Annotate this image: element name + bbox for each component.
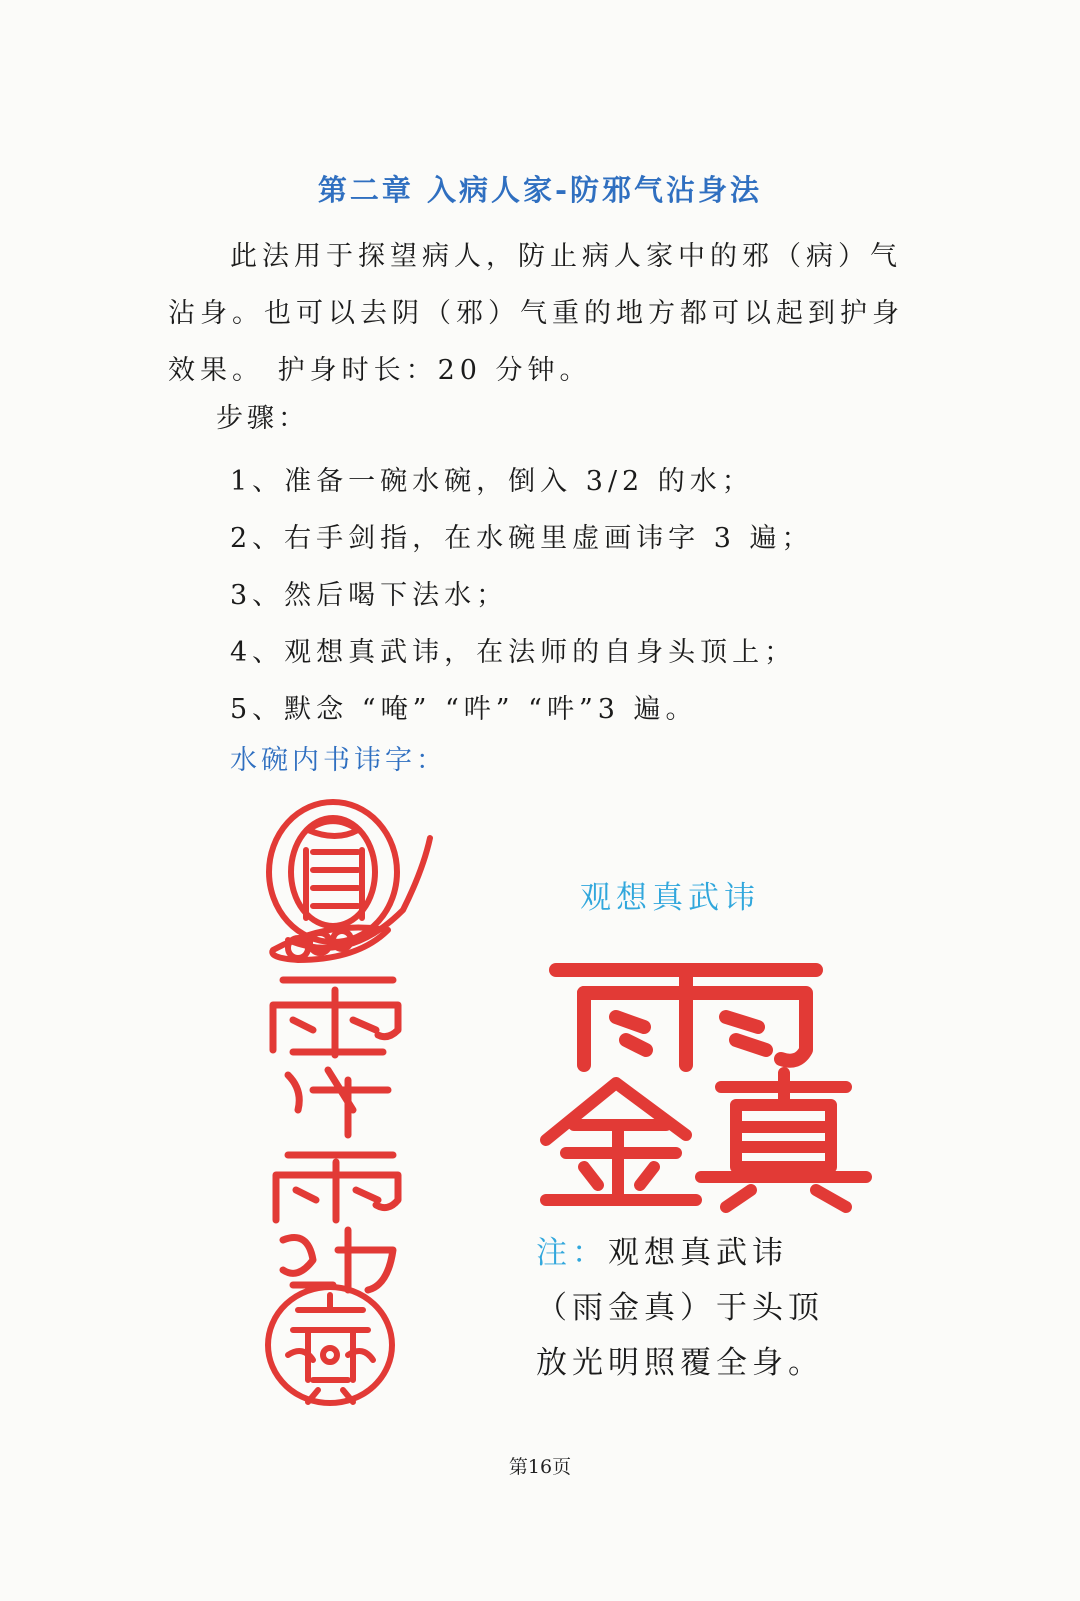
bowl-talisman-seal	[258, 790, 438, 1410]
step-item-3: 3、然后喝下法水；	[230, 580, 509, 611]
step-item-2: 2、右手剑指，在水碗里虚画讳字 3 遍；	[230, 523, 814, 554]
intro-line-1: 此法用于探望病人，防止病人家中的邪（病）气	[230, 241, 902, 272]
chapter-title: 第二章 入病人家-防邪气沾身法	[317, 173, 763, 207]
note-block	[536, 1226, 876, 1391]
intro-line-3: 效果。 护身时长：20 分钟。	[168, 355, 592, 386]
note-line-1: 观想真武讳	[608, 1235, 788, 1271]
note-line-3: 放光明照覆全身。	[536, 1345, 824, 1381]
steps-heading: 步骤：	[216, 403, 309, 434]
note-label: 注：	[536, 1235, 608, 1271]
visualize-label: 观想真武讳	[580, 880, 760, 916]
steps-list	[230, 453, 814, 738]
note-line-2: （雨金真）于头顶	[536, 1290, 824, 1326]
intro-paragraph	[168, 228, 928, 399]
bowl-talisman-label: 水碗内书讳字：	[230, 745, 447, 776]
page-number: 第16页	[508, 1456, 572, 1478]
step-item-5: 5、默念 “唵” “吽” “吽”3 遍。	[230, 694, 698, 725]
zhenwu-talisman	[536, 955, 876, 1215]
step-item-1: 1、准备一碗水碗，倒入 3/2 的水；	[230, 466, 754, 497]
step-item-4: 4、观想真武讳，在法师的自身头顶上；	[230, 637, 797, 668]
intro-line-2: 沾身。也可以去阴（邪）气重的地方都可以起到护身	[168, 298, 904, 329]
